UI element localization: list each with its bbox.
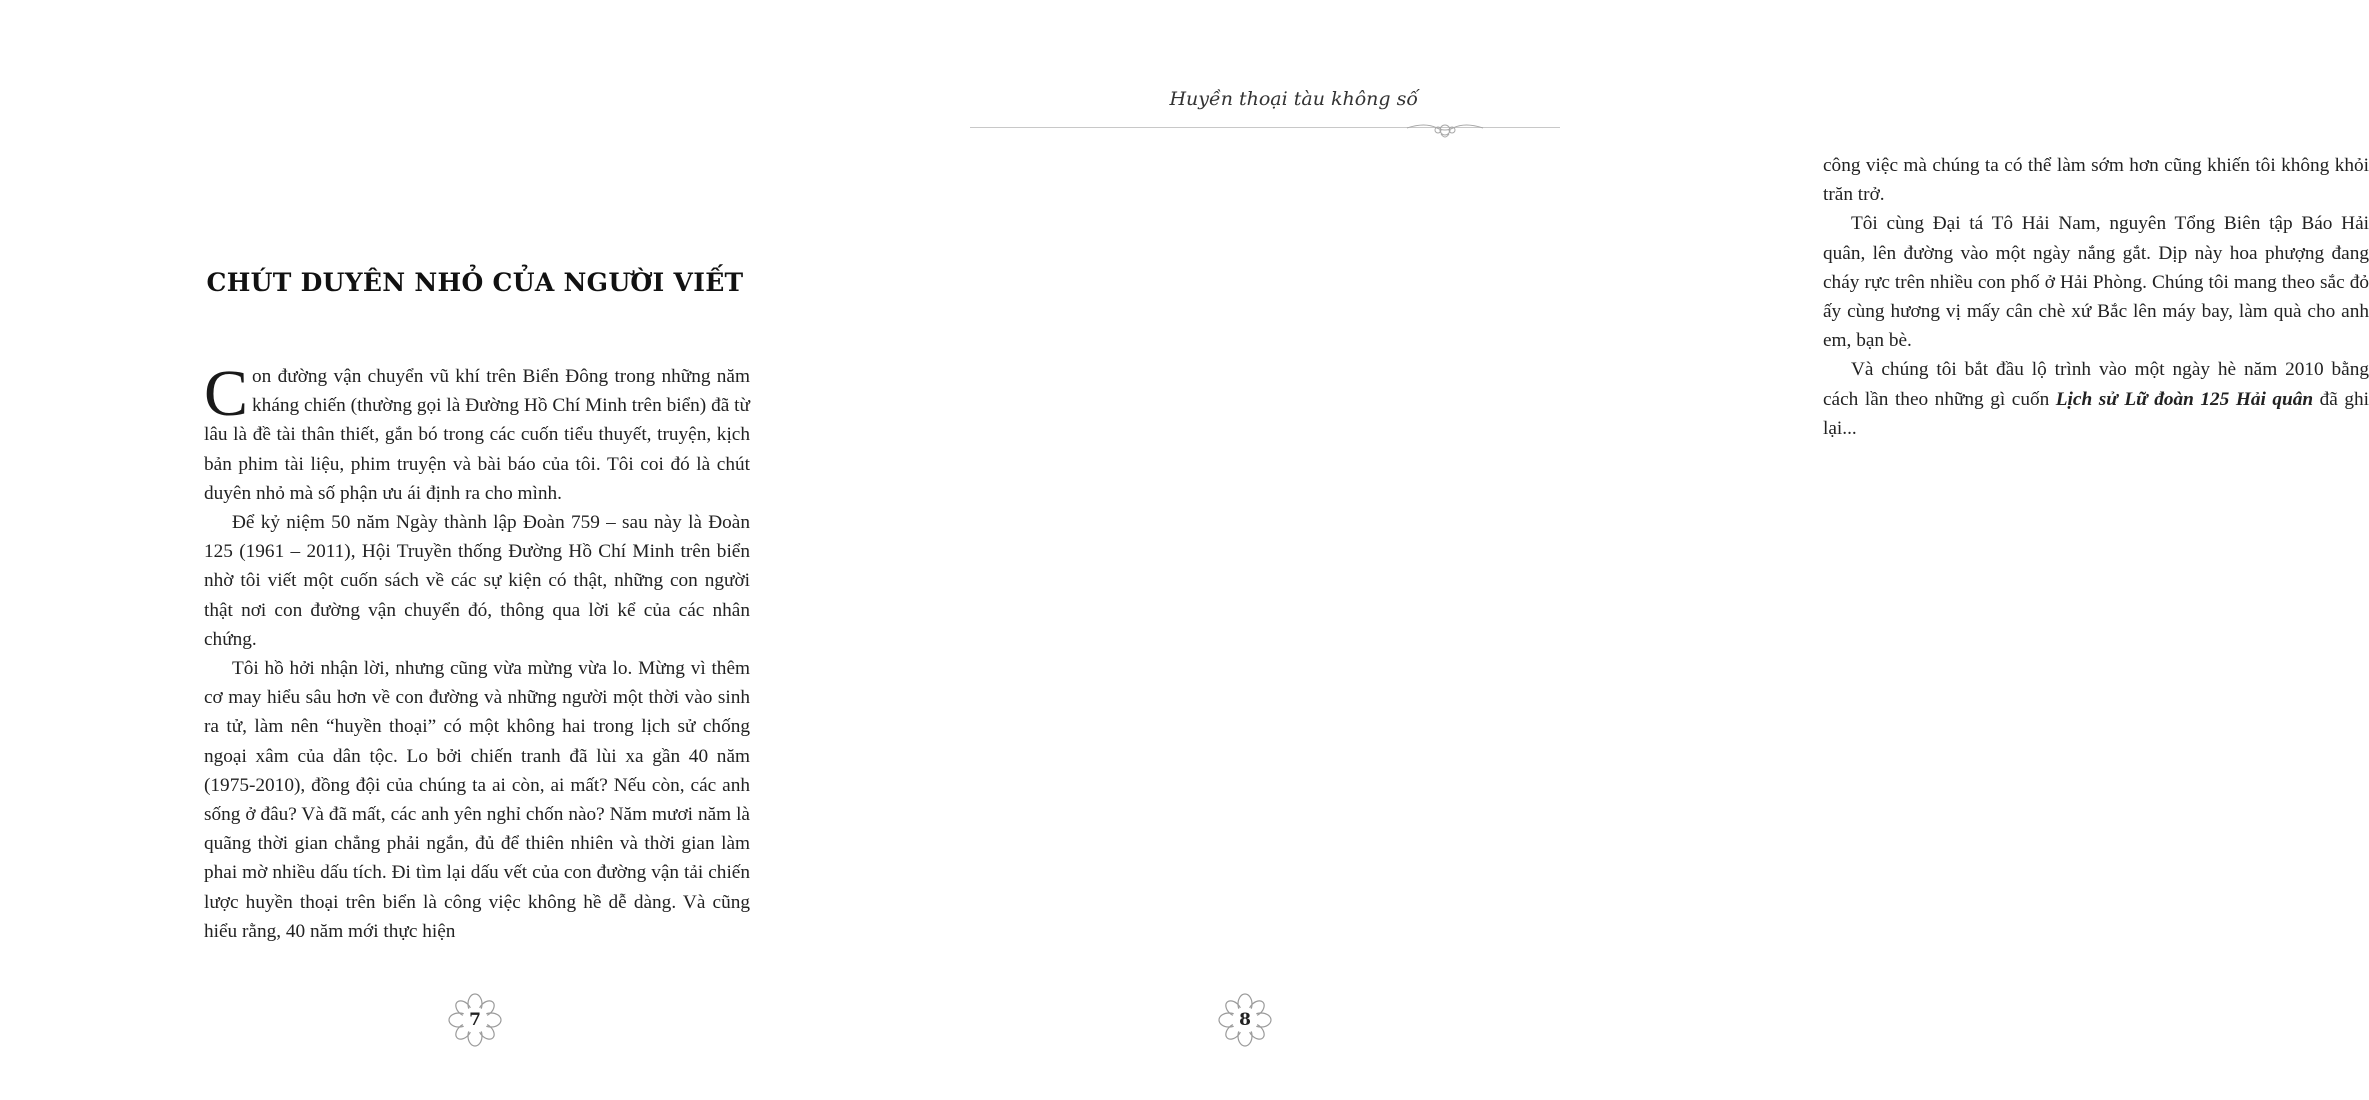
paragraph: công việc mà chúng ta có thể làm sớm hơn cũng khiến tôi không khỏi trăn trở.: [1823, 155, 2369, 206]
paragraph: Tôi cùng Đại tá Tô Hải Nam, nguyên Tổng Biên tập Báo Hải quân, lên đường vào một ngày nắng gắt. Dịp này hoa phượng đang cháy rực trên nhiều con phố ở Hải Phòng. Chúng tôi mang theo sắc đỏ ấy cùng hương vị mấy cân chè xứ Bắc lên máy bay, làm quà cho anh em, bạn bè.: [1823, 213, 2369, 352]
running-header: Huyền thoại tàu không số: [1169, 88, 1418, 110]
book-title: Lịch sử Lữ đoàn 125 Hải quân: [2055, 388, 2314, 410]
paragraph: [1823, 355, 2369, 443]
paragraph: Tôi hồ hởi nhận lời, nhưng cũng vừa mừng vừa lo. Mừng vì thêm cơ may hiểu sâu hơn về con đường và những người một thời vào sinh ra tử, làm nên “huyền thoại” có một không hai trong lịch sử chống ngoại xâm của dân tộc. Lo bởi chiến tranh đã lùi xa gần 40 năm (1975-2010), đồng đội của chúng ta ai còn, ai mất? Nếu còn, các anh sống ở đâu? Và đã mất, các anh yên nghỉ chốn nào? Năm mươi năm là quãng thời gian chẳng phải ngắn, đủ để thiên nhiên và thời gian làm phai mờ nhiều dấu tích. Đi tìm lại dấu vết của con đường vận tải chiến lược huyền thoại trên biển là công việc không hề dễ dàng. Và cũng hiểu rằng, 40 năm mới thực hiện: [204, 658, 750, 942]
header-flourish-icon: [1405, 118, 1485, 142]
paragraph-text: đã ghi lại...: [1823, 388, 2369, 439]
page-number: 7: [469, 1010, 481, 1030]
paragraph-text: on đường vận chuyển vũ khí trên Biển Đông trong những năm kháng chiến (thường gọi là Đường Hồ Chí Minh trên biển) đã từ lâu là đề tài thân thiết, gắn bó trong các cuốn tiểu thuyết, truyện, kịch bản phim tài liệu, phim truyện và bài báo của tôi. Tôi coi đó là chút duyên nhỏ mà số phận ưu ái định ra cho mình.: [204, 366, 750, 504]
page-number: 8: [1239, 1010, 1251, 1030]
left-page: [0, 0, 850, 1100]
drop-cap: C: [204, 357, 249, 430]
left-page-body: [204, 357, 750, 946]
right-page: [850, 0, 2369, 1100]
paragraph-text: Và chúng tôi bắt đầu lộ trình vào một ngày hè năm 2010 bằng cách lần theo những gì cuốn: [1823, 359, 2369, 410]
page-number-badge: [1217, 992, 1273, 1048]
paragraph: Để kỷ niệm 50 năm Ngày thành lập Đoàn 759 – sau này là Đoàn 125 (1961 – 2011), Hội Truyền thống Đường Hồ Chí Minh trên biển nhờ tôi viết một cuốn sách về các sự kiện có thật, những con người thật nơi con đường vận chuyển đó, thông qua lời kể của các nhân chứng.: [204, 512, 750, 650]
right-page-body: [1823, 151, 2369, 443]
page-number-badge: [447, 992, 503, 1048]
chapter-title: CHÚT DUYÊN NHỎ CỦA NGƯỜI VIẾT: [206, 268, 744, 297]
paragraph: [204, 357, 750, 508]
